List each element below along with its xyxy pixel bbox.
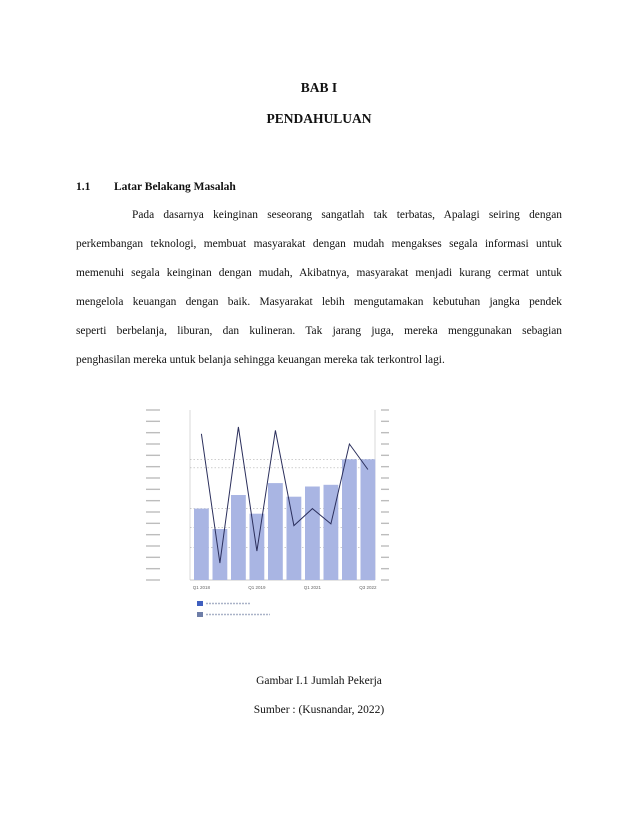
legend-swatch (197, 601, 203, 606)
paragraph-line: perkembangan teknologi, membuat masyarakat dengan mudah mengakses segala informasi untuk (76, 238, 562, 250)
section-number: 1.1 (76, 181, 91, 193)
section-title: Latar Belakang Masalah (114, 181, 236, 193)
chart-bar (361, 459, 376, 580)
chapter-title: PENDAHULUAN (266, 111, 372, 126)
legend-swatch (197, 612, 203, 617)
figure-chart (110, 400, 410, 625)
chart-bar (213, 529, 228, 580)
chart-bar (305, 487, 320, 581)
x-tick-label: Q3 2022 (359, 585, 377, 590)
x-tick-label: Q1 2019 (248, 585, 266, 590)
section-heading (76, 181, 236, 193)
chart-bar (324, 485, 339, 580)
figure-source: Sumber : (Kusnandar, 2022) (253, 704, 385, 716)
figure-caption: Gambar I.1 Jumlah Pekerja (256, 675, 382, 687)
paragraph-line: penghasilan mereka untuk belanja sehingga keuangan mereka tak terkontrol lagi. (76, 354, 445, 366)
worker-count-chart (110, 400, 410, 625)
x-tick-label: Q1 2021 (303, 585, 322, 590)
paragraph-line: memenuhi segala keinginan dengan mudah, Akibatnya, masyarakat menjadi kurang cermat untuk (76, 267, 562, 279)
chart-bar (287, 497, 302, 580)
chart-bar (231, 495, 246, 580)
paragraph-line: Pada dasarnya keinginan seseorang sangatlah tak terbatas, Apalagi seiring dengan (132, 209, 562, 221)
chart-bar (250, 514, 265, 580)
paragraph-line: seperti berbelanja, liburan, dan kulineran. Tak jarang juga, mereka menggunakan sebagian (76, 325, 562, 337)
body-paragraph (76, 201, 562, 375)
chart-bar (268, 483, 283, 580)
paragraph-line: mengelola keuangan dengan baik. Masyarakat lebih mengutamakan kebutuhan jangka pendek (76, 296, 562, 308)
chapter-label: BAB I (300, 80, 338, 95)
x-tick-label: Q1 2018 (192, 585, 211, 590)
chart-bar (194, 509, 209, 580)
chart-bar (342, 459, 357, 580)
